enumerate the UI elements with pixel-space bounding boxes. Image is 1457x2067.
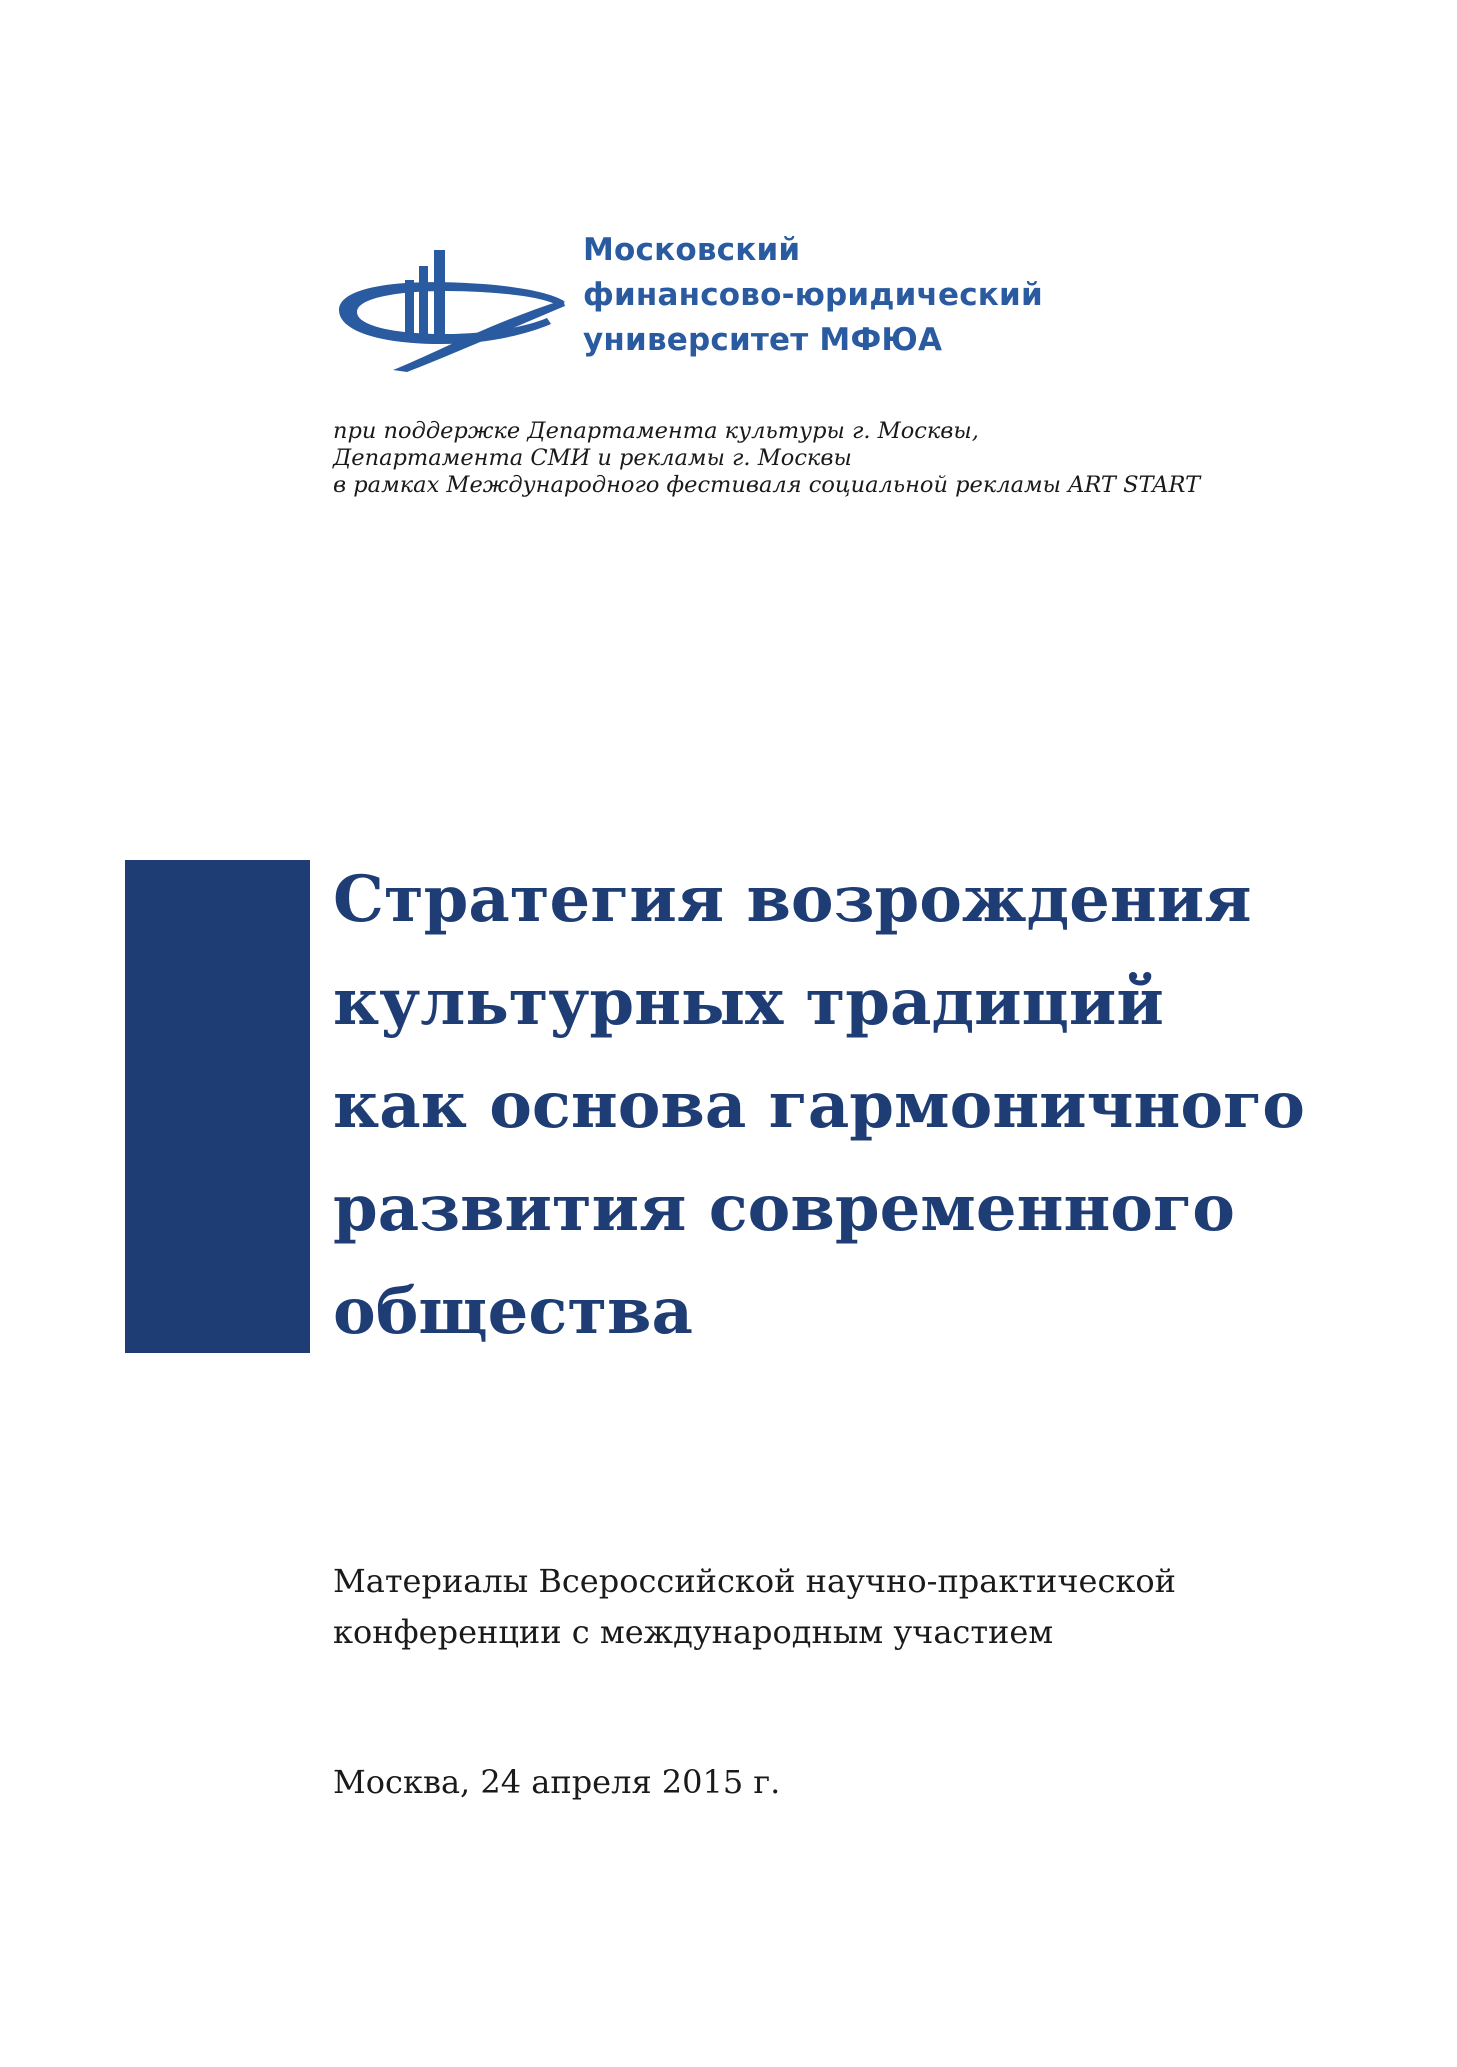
logo-line: финансово-юридический [583, 277, 1043, 313]
subtitle-line: конференции с международным участием [333, 1613, 1054, 1651]
support-line: в рамках Международного фестиваля социальной рекламы ART START [333, 472, 1201, 498]
document-subtitle [333, 1556, 1176, 1658]
logo-line: университет МФЮА [583, 322, 943, 358]
logo-wordmark [583, 228, 1043, 363]
title-line: Стратегия возрождения [333, 862, 1252, 937]
place-and-date: Москва, 24 апреля 2015 г. [333, 1763, 781, 1801]
university-emblem-icon [333, 236, 569, 372]
logo-line: Московский [583, 232, 801, 268]
title-line: как основа гармоничного [333, 1068, 1305, 1143]
subtitle-line: Материалы Всероссийской научно-практической [333, 1562, 1176, 1600]
document-title [333, 848, 1305, 1363]
title-line: развития современного [333, 1171, 1235, 1246]
support-line: Департамента СМИ и рекламы г. Москвы [333, 445, 852, 471]
university-logo [333, 228, 1043, 378]
support-note [333, 418, 1200, 499]
title-line: общества [333, 1274, 693, 1349]
support-line: при поддержке Департамента культуры г. Москвы, [333, 418, 979, 444]
title-line: культурных традиций [333, 965, 1164, 1040]
accent-bar [125, 860, 310, 1353]
